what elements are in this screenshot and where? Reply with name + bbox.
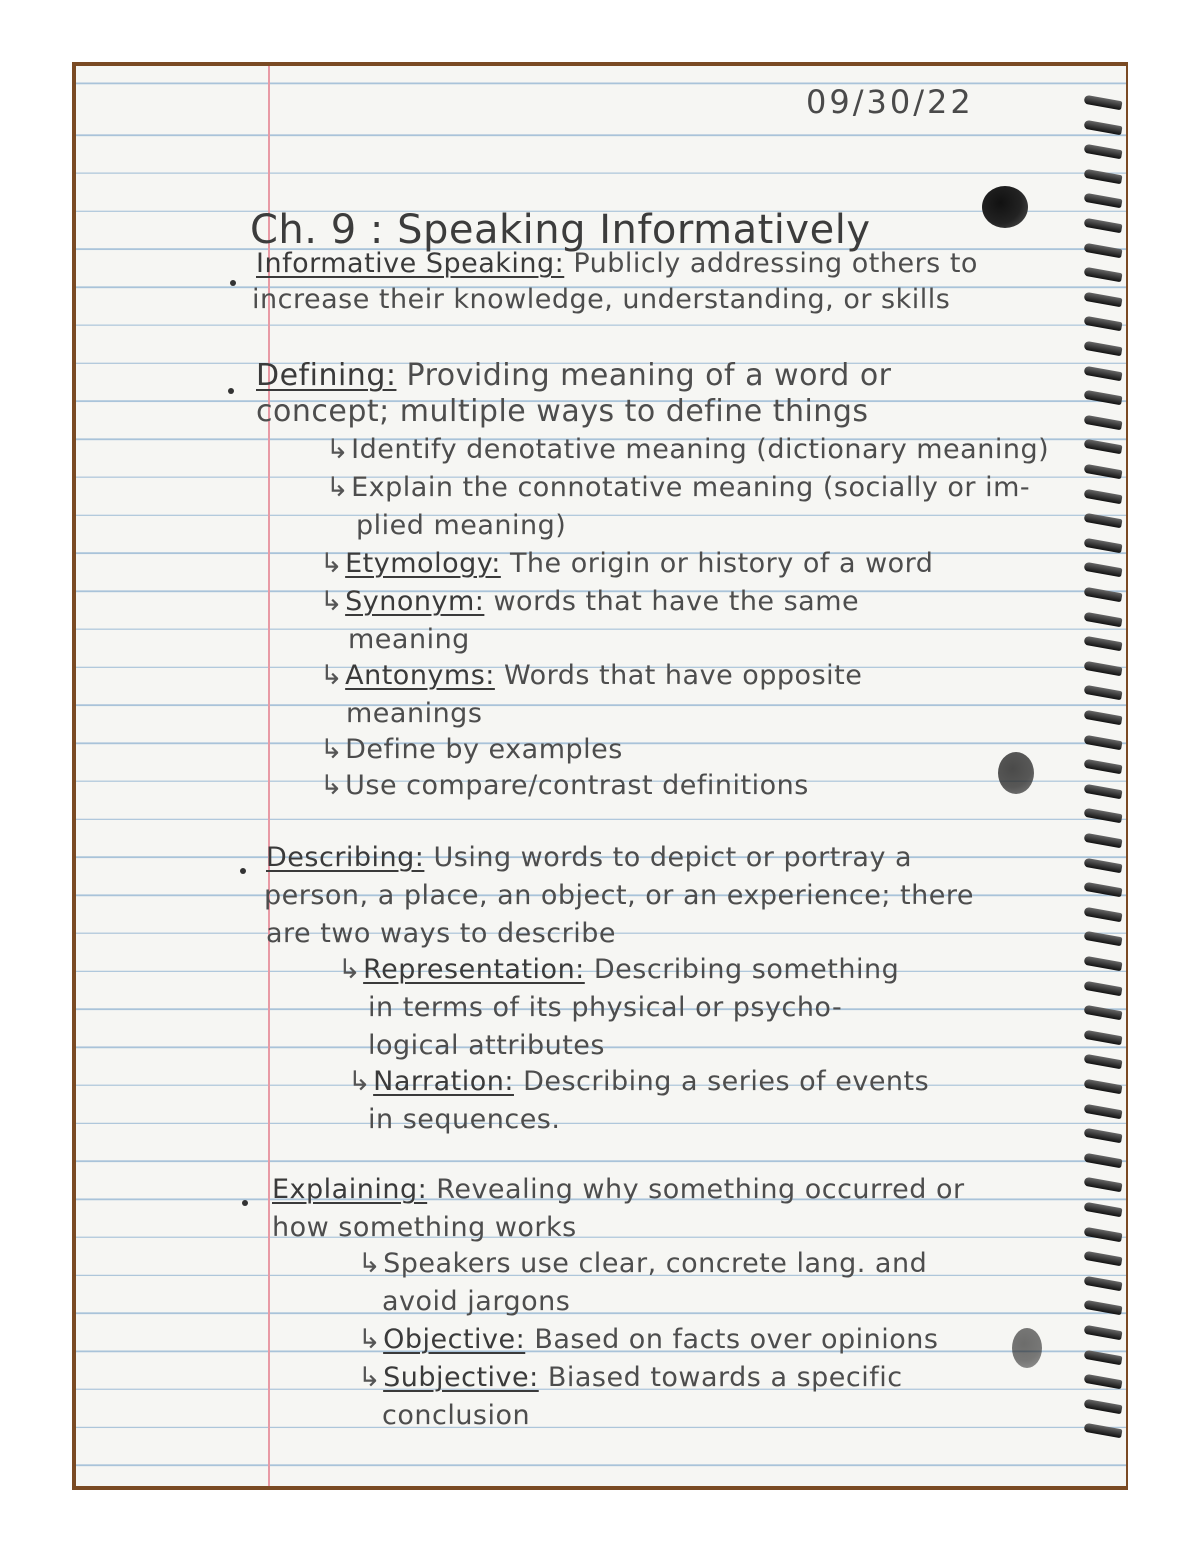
spiral-ring-icon — [1084, 1423, 1123, 1438]
binder-hole-icon — [982, 186, 1028, 228]
spiral-ring-icon — [1084, 1251, 1123, 1266]
sub-item-continued: conclusion — [382, 1400, 531, 1431]
spiral-ring-icon — [1084, 488, 1123, 503]
spiral-ring-icon — [1084, 538, 1123, 553]
bullet-icon — [242, 1200, 248, 1206]
spiral-ring-icon — [1084, 1005, 1123, 1020]
arrow-icon: ↳ — [320, 548, 344, 579]
spiral-ring-icon — [1084, 144, 1123, 159]
spiral-ring-icon — [1084, 784, 1123, 799]
spiral-ring-icon — [1084, 242, 1123, 257]
section-definition: person, a place, an object, or an experience; there — [264, 880, 974, 911]
arrow-icon: ↳ — [348, 1066, 372, 1097]
section-defining-line-1 — [256, 358, 892, 394]
spiral-ring-icon — [1084, 857, 1123, 872]
arrow-icon: ↳ — [326, 434, 350, 465]
spiral-ring-icon — [1084, 1325, 1123, 1340]
spiral-ring-icon — [1084, 218, 1123, 233]
spiral-ring-icon — [1084, 1226, 1123, 1241]
spiral-ring-icon — [1084, 169, 1123, 184]
spiral-ring-icon — [1084, 1177, 1123, 1192]
bullet-icon — [230, 280, 236, 286]
arrow-icon: ↳ — [320, 734, 344, 765]
sub-item: ↳Synonym: words that have the same — [320, 586, 860, 617]
spiral-ring-icon — [1084, 1128, 1123, 1143]
spiral-ring-icon — [1084, 1349, 1123, 1364]
spiral-ring-icon — [1084, 365, 1123, 380]
spiral-ring-icon — [1084, 1202, 1123, 1217]
sub-item-continued: avoid jargons — [382, 1286, 571, 1317]
bullet-icon — [240, 868, 246, 874]
section-definition: how something works — [272, 1212, 577, 1243]
spiral-binding-icon — [1076, 80, 1126, 1480]
spiral-ring-icon — [1084, 119, 1123, 134]
arrow-icon: ↳ — [358, 1362, 382, 1393]
spiral-ring-icon — [1084, 661, 1123, 676]
sub-item-continued: meaning — [348, 624, 470, 655]
spiral-ring-icon — [1084, 1300, 1123, 1315]
arrow-icon: ↳ — [358, 1248, 382, 1279]
section-term: Informative Speaking: — [256, 248, 565, 279]
section-definition: are two ways to describe — [266, 918, 616, 949]
sub-item: ↳Objective: Based on facts over opinions — [358, 1324, 939, 1355]
section-definition: concept; multiple ways to define things — [256, 394, 869, 429]
spiral-ring-icon — [1084, 1054, 1123, 1069]
section-definition: Using words to depict or portray a — [433, 842, 913, 873]
spiral-ring-icon — [1084, 562, 1123, 577]
spiral-ring-icon — [1084, 882, 1123, 897]
sub-item-continued: logical attributes — [368, 1030, 605, 1061]
spiral-ring-icon — [1084, 1030, 1123, 1045]
arrow-icon: ↳ — [326, 472, 350, 503]
sub-item: ↳Identify denotative meaning (dictionary meaning) — [326, 434, 1050, 465]
spiral-ring-icon — [1084, 464, 1123, 479]
sub-item: ↳Explain the connotative meaning (socially or im- — [326, 472, 1031, 503]
sub-item-continued: in sequences. — [368, 1104, 561, 1135]
spiral-ring-icon — [1084, 341, 1123, 356]
sub-item: ↳Antonyms: Words that have opposite — [320, 660, 863, 691]
spiral-ring-icon — [1084, 292, 1123, 307]
spiral-ring-icon — [1084, 95, 1123, 110]
arrow-icon: ↳ — [320, 770, 344, 801]
binder-hole-icon — [1012, 1328, 1042, 1368]
arrow-icon: ↳ — [338, 954, 362, 985]
section-term: Describing: — [266, 842, 425, 873]
spiral-ring-icon — [1084, 316, 1123, 331]
sub-item: ↳Narration: Describing a series of events — [348, 1066, 930, 1097]
sub-item-continued: in terms of its physical or psycho- — [368, 992, 843, 1023]
spiral-ring-icon — [1084, 1079, 1123, 1094]
section-definition: Providing meaning of a word or — [406, 358, 892, 393]
binder-hole-icon — [998, 752, 1034, 794]
section-definition: Publicly addressing others to — [573, 248, 978, 279]
spiral-ring-icon — [1084, 931, 1123, 946]
sub-item: ↳Use compare/contrast definitions — [320, 770, 809, 801]
spiral-ring-icon — [1084, 193, 1123, 208]
spiral-ring-icon — [1084, 267, 1123, 282]
sub-item: ↳Speakers use clear, concrete lang. and — [358, 1248, 928, 1279]
spiral-ring-icon — [1084, 1103, 1123, 1118]
sub-item: ↳Representation: Describing something — [338, 954, 900, 985]
section-explaining-line-1 — [272, 1172, 965, 1208]
spiral-ring-icon — [1084, 956, 1123, 971]
section-definition: increase their knowledge, understanding, or skills — [252, 284, 951, 315]
sub-item: ↳Define by examples — [320, 734, 623, 765]
spiral-ring-icon — [1084, 1374, 1123, 1389]
arrow-icon: ↳ — [320, 586, 344, 617]
spiral-ring-icon — [1084, 734, 1123, 749]
section-describing-line-1 — [266, 840, 912, 876]
spiral-ring-icon — [1084, 390, 1123, 405]
spiral-ring-icon — [1084, 833, 1123, 848]
spiral-ring-icon — [1084, 710, 1123, 725]
notebook-page — [76, 66, 1126, 1486]
sub-item: ↳Subjective: Biased towards a specific — [358, 1362, 903, 1393]
spiral-ring-icon — [1084, 759, 1123, 774]
spiral-ring-icon — [1084, 636, 1123, 651]
spiral-ring-icon — [1084, 907, 1123, 922]
bullet-icon — [228, 388, 234, 394]
spiral-ring-icon — [1084, 587, 1123, 602]
page-title: Ch. 9 : Speaking Informatively — [250, 207, 871, 253]
spiral-ring-icon — [1084, 1276, 1123, 1291]
section-definition: Revealing why something occurred or — [436, 1174, 965, 1205]
section-term: Defining: — [256, 358, 397, 393]
spiral-ring-icon — [1084, 685, 1123, 700]
spiral-ring-icon — [1084, 1399, 1123, 1414]
spiral-ring-icon — [1084, 611, 1123, 626]
sub-item-continued: meanings — [346, 698, 483, 729]
spiral-ring-icon — [1084, 439, 1123, 454]
arrow-icon: ↳ — [358, 1324, 382, 1355]
sub-item-continued: plied meaning) — [356, 510, 567, 541]
section-term: Explaining: — [272, 1174, 428, 1205]
page-date: 09/30/22 — [806, 83, 974, 121]
spiral-ring-icon — [1084, 808, 1123, 823]
spiral-ring-icon — [1084, 513, 1123, 528]
section-informative-line-1 — [256, 246, 978, 282]
spiral-ring-icon — [1084, 1153, 1123, 1168]
spiral-ring-icon — [1084, 980, 1123, 995]
sub-item: ↳Etymology: The origin or history of a word — [320, 548, 934, 579]
spiral-ring-icon — [1084, 415, 1123, 430]
arrow-icon: ↳ — [320, 660, 344, 691]
